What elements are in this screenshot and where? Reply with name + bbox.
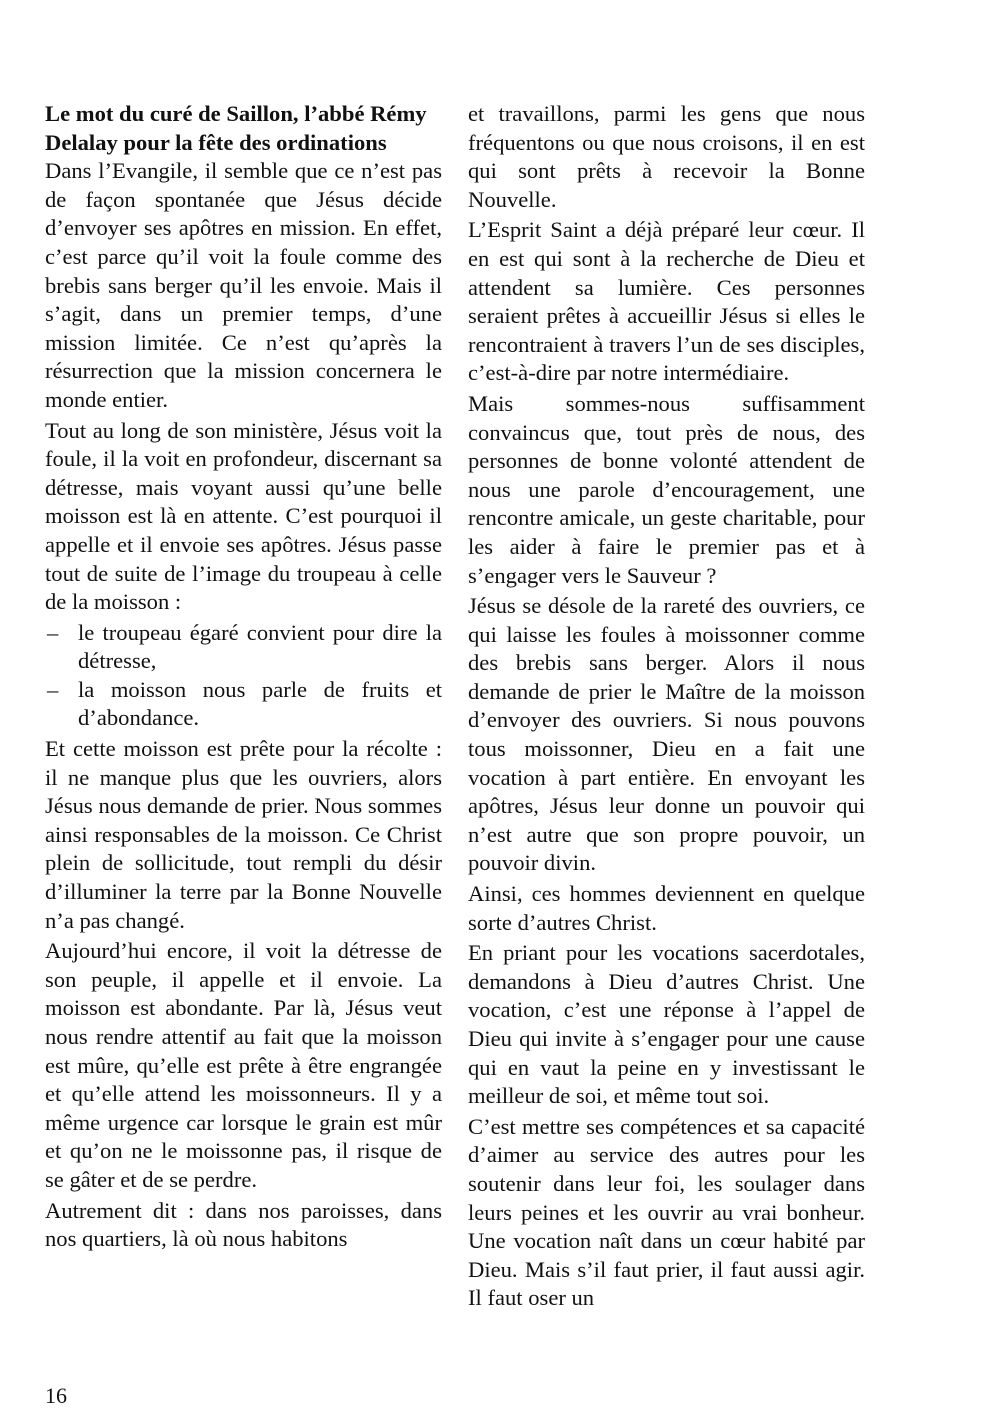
paragraph: et travaillons, parmi les gens que nous fréquentons ou que nous croisons, il en est qui sont prêts à recevoir la Bonne Nouvelle. <box>468 101 865 212</box>
paragraph: Et cette moisson est prête pour la récolte : il ne manque plus que les ouvriers, alors Jésus nous demande de prier. Nous sommes ainsi responsables de la moisson. Ce Christ plein de sollicitude, tout rempli du désir d’illuminer la terre par la Bonne Nouvelle n’a pas changé. <box>45 736 442 933</box>
page-number: 16 <box>45 1383 67 1408</box>
bullet-item: – le troupeau égaré convient pour dire la détresse, <box>45 619 442 676</box>
paragraph: C’est mettre ses compétences et sa capacité d’aimer au service des autres pour les soutenir dans leur foi, les soulager dans leurs peines et les ouvrir au vrai bonheur. Une vocation naît dans un cœur habité par Dieu. Mais s’il faut prier, il faut aussi agir. Il faut oser un <box>468 1113 865 1311</box>
paragraph: Tout au long de son ministère, Jésus voit la foule, il la voit en profondeur, discernant sa détresse, mais voyant aussi qu’une belle moisson est là en attente. C’est pourquoi il appelle et il envoie ses apôtres. Jésus passe tout de suite de l’image du troupeau à celle de la moisson : <box>45 417 442 615</box>
paragraph: Dans l’Evangile, il semble que ce n’est pas de façon spontanée que Jésus décide d’envoyer ses apôtres en mission. En effet, c’est parce qu’il voit la foule comme des brebis sans berger qu’il les envoie. Mais il s’agit, dans un premier temps, d’une mission limitée. Ce n’est qu’après la résurrection que la mission concernera le monde entier. <box>45 158 442 412</box>
left-column <box>45 100 442 1256</box>
bullet-item: – la moisson nous parle de fruits et d’abondance. <box>45 676 442 733</box>
paragraph: Jésus se désole de la rareté des ouvriers, ce qui laisse les foules à moissonner comme des brebis sans berger. Alors il nous demande de prier le Maître de la moisson d’envoyer des ouvriers. Si nous pouvons tous moissonner, Dieu en a fait une vocation à part entière. En envoyant les apôtres, Jésus leur donne un pouvoir qui n’est autre que son propre pouvoir, un pouvoir divin. <box>468 593 865 876</box>
paragraph: Aujourd’hui encore, il voit la détresse de son peuple, il appelle et il envoie. La moisson est abondante. Par là, Jésus veut nous rendre attentif au fait que la moisson est mûre, qu’elle est prête à être engrangée et qu’elle attend les moissonneurs. Il y a même urgence car lorsque le grain est mûr et qu’on ne le moissonne pas, il risque de se gâter et de se perdre. <box>45 938 442 1192</box>
article-title: Le mot du curé de Saillon, l’abbé Rémy Delalay pour la fête des ordinations <box>45 101 427 155</box>
paragraph: Autrement dit : dans nos paroisses, dans nos quartiers, là où nous habitons <box>45 1197 442 1252</box>
paragraph: L’Esprit Saint a déjà préparé leur cœur. Il en est qui sont à la recherche de Dieu et attendent sa lumière. Ces personnes seraient prêtes à accueillir Jésus si elles le rencontraient à travers l’un de ses disciples, c’est-à-dire par notre intermédiaire. <box>468 217 865 386</box>
paragraph: En priant pour les vocations sacerdotales, demandons à Dieu d’autres Christ. Une vocation, c’est une réponse à l’appel de Dieu qui invite à s’engager pour une cause qui en vaut la peine en y investissant le meilleur de soi, et même tout soi. <box>468 940 865 1109</box>
right-column <box>468 100 865 1315</box>
bullet-list <box>45 619 442 733</box>
paragraph: Ainsi, ces hommes deviennent en quelque sorte d’autres Christ. <box>468 881 865 935</box>
paragraph: Mais sommes-nous suffisamment convaincus que, tout près de nous, des personnes de bonne volonté attendent de nous une parole d’encouragement, une rencontre amicale, un geste charitable, pour les aider à faire le premier pas et à s’engager vers le Sauveur ? <box>468 390 865 588</box>
